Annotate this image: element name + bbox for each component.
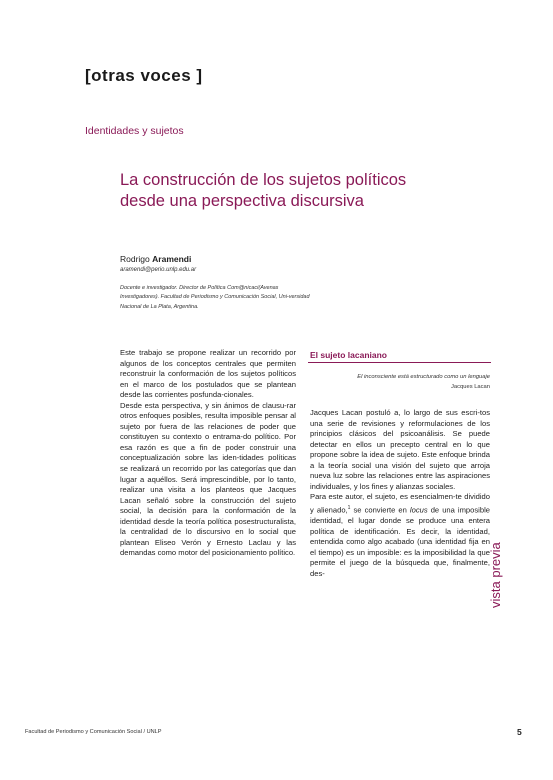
section-heading: El sujeto lacaniano [310, 350, 387, 360]
author-affiliation: Docente e investigador. Director de Política Com@nicaci(Avenas Investigadores). Facultad de Periodismo y Comunicación Social, Uni-versidad Nacional de La Plata, Argentina. [120, 285, 310, 310]
left-column [120, 348, 296, 559]
author-name [120, 254, 191, 264]
section-title: [otras voces ] [85, 66, 203, 85]
footnote-ref[interactable]: 1 [347, 504, 351, 511]
preview-side-label: vista previa [488, 542, 503, 608]
footer-text: Facultad de Periodismo y Comunicación Social / UNLP [25, 729, 162, 735]
page-number: 5 [517, 727, 522, 737]
paragraph-text: de una imposible identidad, el lugar donde se produce una entera política de identificación. Es decir, la identidad, entendida como algo acabado (una identidad fija en el tiempo) es un imposible: es la imposibilidad la que permite el juego de la búsqueda que, finalmente, des- [310, 505, 490, 578]
italic-term: locus [409, 505, 428, 515]
right-column [310, 408, 490, 579]
paragraph: Desde esta perspectiva, y sin ánimos de clausu-rar otros enfoques posibles, resulta imposible pensar al sujeto por fuera de las relaciones de poder que constituyen su contexto o entrama-do político. Por esa razón es que a fin de poder construir una conceptualización sobre las iden-tidades políticas se realizará un recorrido por las categorías que dan lugar a aquéllos. Será imprescindible, por lo tanto, realizar una visita a los planteos que Jacques Lacan señaló sobre la construcción del sujeto social, la decisión para la conformación de la identidad desde la teoría política posestructuralista, la centralidad de lo discursivo en lo social que plantean Eliseo Verón y Ernesto Laclau y las demandas como motor del posicionamiento político. [120, 400, 296, 558]
subsection-label: Identidades y sujetos [85, 125, 184, 137]
paragraph: Jacques Lacan postuló a, lo largo de sus escri-tos una serie de revisiones y reformulaciones de los principios clásicos del psicoanálisis. Se puede detectar en ellos un precepto central en lo que propone sobre la idea de sujeto. Este enfoque brinda a la teoría social una visión del sujeto que arroja nueva luz sobre las relaciones entre las aspiraciones individuales, y los fines y alianzas sociales. [310, 408, 490, 491]
heading-divider [308, 362, 491, 363]
article-title [120, 170, 450, 212]
article-title-line-2: desde una perspectiva discursiva [120, 192, 364, 210]
epigraph-author: Jacques Lacan [451, 384, 490, 390]
paragraph-text: Para este autor, el sujeto, es esencialmen-te dividido y alienado, [310, 492, 490, 515]
epigraph [310, 372, 490, 392]
epigraph-quote: El inconsciente está estructurado como un lenguaje [357, 374, 490, 380]
paragraph [310, 492, 490, 579]
author-first-name: Rodrigo [120, 254, 150, 264]
author-email[interactable]: aramendi@perio.unlp.edu.ar [120, 267, 197, 273]
paragraph-text: se convierte en [350, 505, 410, 515]
author-last-name: Aramendi [152, 254, 192, 264]
article-title-line-1: La construcción de los sujetos políticos [120, 171, 407, 189]
paragraph: Este trabajo se propone realizar un recorrido por algunos de los conceptos centrales que permiten reconstruir la conformación de los sujetos políticos en el marco de los postulados que se plantean desde las corrientes posfunda-cionales. [120, 348, 296, 400]
